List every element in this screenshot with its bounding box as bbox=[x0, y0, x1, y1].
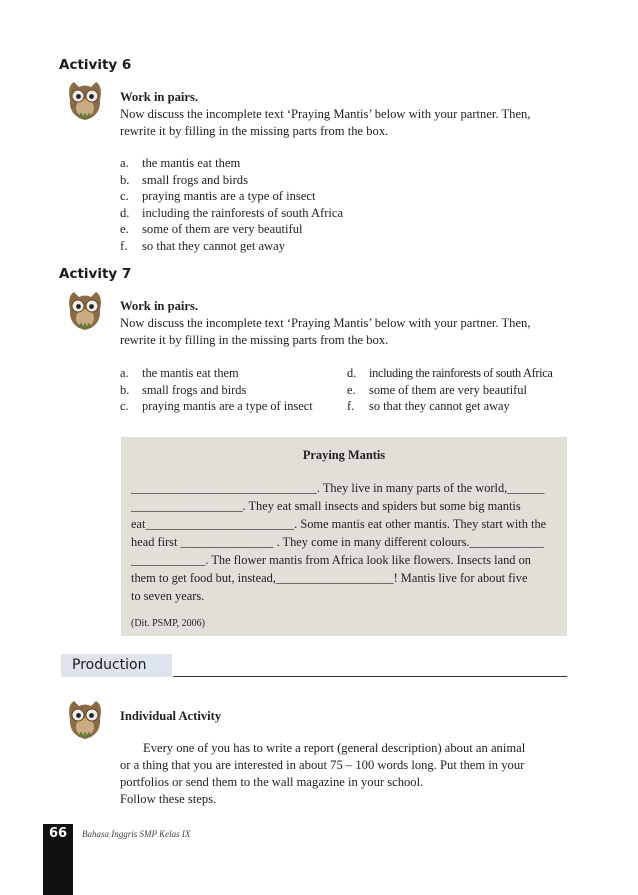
owl-icon bbox=[65, 288, 105, 332]
activity-7-instruction-line2: rewrite it by filling in the missing parts from the box. bbox=[120, 333, 389, 347]
activity-6-instruction-line1: Now discuss the incomplete text ‘Praying Mantis’ below with your partner. Then, bbox=[120, 107, 531, 121]
list-item: a. the mantis eat them bbox=[120, 156, 241, 170]
production-paragraph-line1: Every one of you has to write a report (general description) about an animal bbox=[143, 741, 526, 755]
list-item: d. including the rainforests of south Africa bbox=[347, 366, 553, 380]
activity-7-instruction-title: Work in pairs. bbox=[120, 299, 199, 313]
production-paragraph-line2: or a thing that you are interested in about 75 – 100 words long. Put them in your bbox=[120, 758, 525, 772]
list-item: a. the mantis eat them bbox=[120, 366, 239, 380]
praying-mantis-text-box bbox=[121, 437, 567, 636]
list-item: c. praying mantis are a type of insect bbox=[120, 189, 316, 204]
text-line: to seven years. bbox=[131, 589, 205, 603]
activity-6-options-list bbox=[120, 155, 580, 255]
list-item: b. small frogs and birds bbox=[120, 172, 248, 187]
text-line: ______________________________. They live in many parts of the world,______ bbox=[131, 481, 545, 495]
list-item: b. small frogs and birds bbox=[120, 382, 247, 397]
list-item: f. so that they cannot get away bbox=[347, 399, 510, 414]
owl-icon bbox=[65, 78, 105, 122]
text-box-title: Praying Mantis bbox=[302, 448, 386, 462]
text-box-source: (Dit. PSMP, 2006) bbox=[131, 618, 205, 629]
production-paragraph-line3: portfolios or send them to the wall magazine in your school. bbox=[120, 775, 424, 789]
production-divider bbox=[173, 676, 567, 677]
text-line: __________________. They eat small insects and spiders but some big mantis bbox=[131, 499, 521, 513]
activity-6-heading: Activity 6 bbox=[59, 57, 132, 73]
text-line: ____________. The flower mantis from Africa look like flowers. Insects land on bbox=[131, 553, 531, 567]
list-item: c. praying mantis are a type of insect bbox=[120, 399, 313, 414]
list-item: f. so that they cannot get away bbox=[120, 238, 286, 253]
page-number: 66 bbox=[48, 826, 68, 841]
activity-6-instruction-line2: rewrite it by filling in the missing parts from the box. bbox=[120, 124, 389, 138]
owl-icon bbox=[65, 697, 105, 741]
list-item: e. some of them are very beautiful bbox=[120, 222, 303, 237]
production-section-label: Production bbox=[61, 654, 172, 677]
text-line: head first _______________ . They come in many different colours.____________ bbox=[131, 535, 544, 549]
individual-activity-title: Individual Activity bbox=[120, 709, 222, 723]
list-item: d. including the rainforests of south Africa bbox=[120, 205, 344, 220]
activity-7-heading: Activity 7 bbox=[59, 266, 132, 282]
activity-7-options-grid bbox=[120, 365, 580, 415]
activity-6-instruction-title: Work in pairs. bbox=[120, 90, 199, 104]
activity-7-instruction-line1: Now discuss the incomplete text ‘Praying Mantis’ below with your partner. Then, bbox=[120, 316, 531, 330]
list-item: e. some of them are very beautiful bbox=[347, 382, 527, 397]
footer-book-title: Bahasa Inggris SMP Kelas IX bbox=[82, 829, 191, 839]
production-paragraph-line4: Follow these steps. bbox=[120, 792, 217, 806]
text-line: eat________________________. Some mantis eat other mantis. They start with the bbox=[131, 517, 547, 531]
text-box-body bbox=[131, 479, 558, 605]
text-line: them to get food but, instead,___________________! Mantis live for about five bbox=[131, 571, 528, 585]
